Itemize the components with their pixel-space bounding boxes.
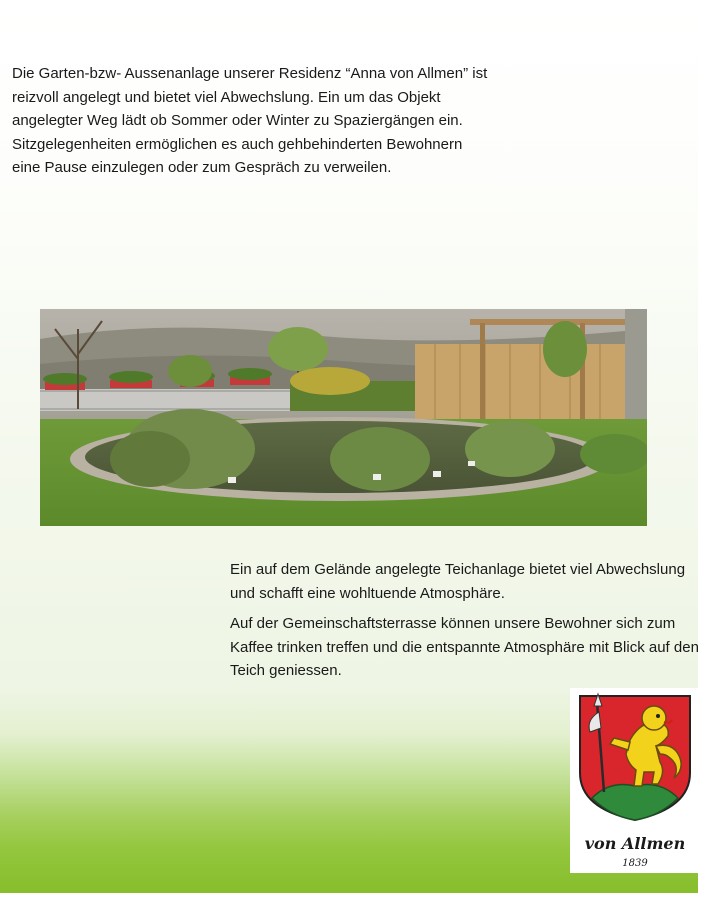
caption-paragraph-pond: Ein auf dem Gelände angelegte Teichanlage bietet viel Abwechslung und schafft eine wohltuende Atmosphäre. — [230, 561, 686, 602]
intro-paragraph: Die Garten-bzw- Aussenanlage unserer Residenz “Anna von Allmen” ist reizvoll angelegt und bietet viel Abwechslung. Ein um das Objekt angelegter Weg lädt ob Sommer oder Winter zu Spaziergängen ein. Sitzgelegenheiten ermöglichen es auch gehbehinderten Bewohnern eine Pause einzulegen oder zum Gespräch zu verweilen. — [12, 65, 488, 176]
crest-year: 1839 — [622, 858, 648, 869]
garden-pond-photo — [40, 309, 647, 526]
caption-block — [230, 558, 700, 690]
caption-paragraph-terrace: Auf der Gemeinschaftsterrasse können unsere Bewohner sich zum Kaffee trinken treffen und die entspannte Atmosphäre mit Blick auf den Teich geniessen. — [230, 615, 699, 679]
crest-name: von Allmen — [584, 834, 686, 853]
coat-of-arms — [570, 688, 700, 873]
